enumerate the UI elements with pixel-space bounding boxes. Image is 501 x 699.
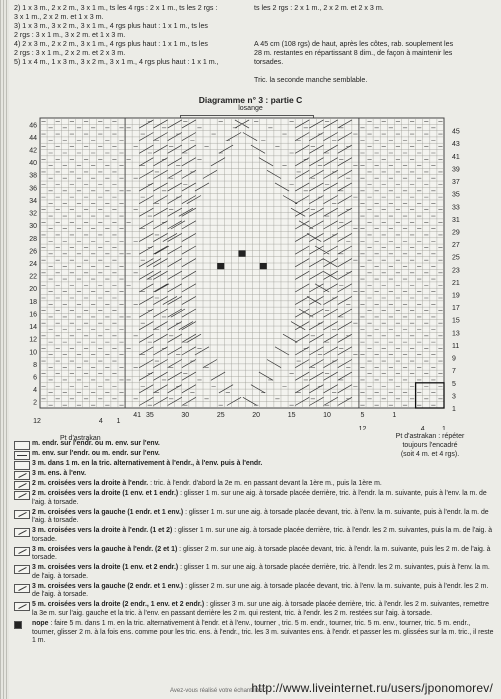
text-line: Tric. la seconde manche semblable.	[254, 76, 368, 84]
row-label-right: 33	[452, 204, 460, 212]
text-line: 2 rgs : 3 x 1 m., 3 x 2 m. et 1 x 3 m.	[14, 31, 126, 39]
legend-term: 3 m. ens. à l'env.	[32, 469, 86, 477]
row-label-left: 34	[29, 197, 37, 205]
legend-symbol-icon	[14, 528, 30, 537]
legend-term: 3 m. croisées vers la gauche (2 endr. et 1 env.)	[32, 582, 184, 590]
text-line: 4) 2 x 3 m., 2 x 2 m., 3 x 1 m., 4 rgs plus haut : 1 x 1 m., ts les	[14, 40, 208, 48]
row-label-right: 45	[452, 128, 460, 136]
row-label-left: 36	[29, 185, 37, 193]
note-line: toujours l'encadré	[402, 442, 458, 449]
row-label-right: 3	[452, 393, 456, 401]
legend-item	[14, 509, 494, 526]
footer-text: Avez-vous réalisé votre échantillon ?	[170, 688, 268, 694]
legend-symbol-icon	[14, 471, 30, 480]
col-label-main: 20	[252, 412, 261, 419]
legend-item	[14, 480, 494, 489]
text-line: 3) 1 x 3 m., 3 x 2 m., 3 x 1 m., 4 rgs plus haut : 1 x 1 m., ts les	[14, 22, 208, 30]
legend-description: : tric. à l'endr. d'abord la 2e m. en passant devant la 1ère m., puis la 1ère m.	[148, 479, 382, 487]
legend-term: 5 m. croisées vers la droite (2 endr., 1 env. et 2 endr.)	[32, 601, 205, 609]
diagram-subtitle: losange	[238, 105, 263, 112]
col-label-main: 1	[392, 412, 397, 419]
row-label-right: 13	[452, 330, 460, 338]
legend-term: m. endr. sur l'endr. ou m. env. sur l'env.	[32, 440, 160, 447]
legend-symbol-icon	[14, 621, 22, 629]
legend-description: : faire 5 m. dans 1 m. en la tric. alternativement à l'endr. et à l'env., tourner , tric. 5 m. endr., tourner, tric. 5 m. env., tourner, tric. 5 m. endr., tourner, glisser 2 m. à la fois ens. comme pour les tric. ens. à l'endr., tric. les 3 m. suivantes ens. à l'endr. et passer les m. glissées sur la m. tric., il reste 1 m.	[32, 619, 494, 645]
col-label-left: 1	[116, 418, 121, 425]
legend-symbol-icon	[14, 451, 30, 460]
legend-symbol-icon	[14, 565, 30, 574]
row-label-left: 30	[29, 223, 37, 231]
legend-item	[14, 460, 494, 469]
col-label-main: 35	[145, 412, 154, 419]
legend-symbol-icon	[14, 602, 30, 611]
legend-term: m. env. sur l'endr. ou m. endr. sur l'env.	[32, 449, 160, 457]
row-label-left: 20	[29, 286, 37, 294]
legend-symbol-icon	[14, 491, 30, 500]
row-label-left: 8	[33, 361, 37, 369]
row-label-left: 28	[29, 235, 37, 243]
legend-symbol-icon	[14, 547, 30, 556]
row-label-right: 41	[452, 153, 460, 161]
legend-term: 2 m. croisées vers la gauche (1 endr. et 1 env.)	[32, 508, 184, 516]
row-label-left: 16	[29, 311, 37, 319]
legend-item	[14, 546, 494, 563]
row-label-right: 27	[452, 242, 460, 250]
row-label-left: 2	[33, 399, 37, 407]
legend-item	[14, 564, 494, 581]
legend-term: 3 m. croisées vers la droite (1 env. et 2 endr.)	[32, 564, 179, 572]
row-label-left: 18	[29, 298, 37, 306]
legend-term: 2 m. croisées vers la droite (1 env. et 1 endr.)	[32, 489, 179, 497]
row-label-right: 7	[452, 368, 456, 376]
row-label-left: 26	[29, 248, 37, 256]
legend-item	[14, 601, 494, 618]
legend-item	[14, 470, 494, 479]
legend-term: 2 m. croisées vers la droite à l'endr.	[32, 479, 149, 487]
nope-dot	[260, 263, 267, 269]
row-label-right: 37	[452, 179, 460, 187]
row-label-left: 46	[29, 122, 37, 130]
legend-term: 3 m. dans 1 m. en la tric. alternativement à l'endr., à l'env. puis à l'endr.	[32, 459, 263, 467]
text-line: 28 m. restantes en répartissant 8 dim., de façon à maintenir les	[254, 49, 453, 57]
row-label-left: 22	[29, 273, 37, 281]
note-line: (soit 4 m. et 4 rgs).	[400, 451, 460, 458]
row-label-right: 21	[452, 279, 460, 287]
legend-symbol-icon	[14, 481, 30, 490]
astrakan-note-left: Pt d'astrakan	[60, 435, 101, 442]
legend-description: : glisser 2 m. sur une aig. à torsade placée devant, tric. à l'env. la m. suivante, puis à l'endr. les 2 m. de l'aig. à torsade.	[32, 582, 489, 599]
legend-description: : glisser 1 m. sur une aig. à torsade placée derrière, tric. à l'endr. les 2 m. suivantes, puis la m. de l'aig. à torsade.	[32, 527, 493, 543]
text-line: ts les 2 rgs : 2 x 1 m., 2 x 2 m. et 2 x 3 m.	[254, 4, 384, 12]
row-label-right: 9	[452, 355, 456, 363]
row-label-left: 14	[29, 324, 37, 332]
row-label-left: 6	[33, 374, 37, 382]
legend-item	[14, 527, 494, 544]
text-line: 5) 1 x 4 m., 1 x 3 m., 3 x 2 m., 3 x 1 m., 4 rgs plus haut : 1 x 1 m.,	[14, 58, 219, 66]
watermark-url: http://www.liveinternet.ru/users/jponomorev/	[251, 681, 493, 695]
text-line: A 45 cm (108 rgs) de haut, après les côtes, rab. souplement les	[254, 40, 454, 48]
row-label-left: 10	[29, 349, 37, 357]
note-line: Pt d'astrakan : répéter	[395, 433, 465, 440]
legend-description: : glisser 1 m. sur une aig. à torsade placée derrière, tric. à l'endr. les 2 m. suivantes, puis à l'env. la m. de l'aig. à torsade.	[32, 564, 490, 580]
row-label-left: 42	[29, 147, 37, 155]
col-label-right: 1	[442, 426, 446, 430]
legend-symbol-icon	[14, 441, 30, 450]
row-label-left: 4	[33, 387, 37, 395]
row-label-left: 12	[29, 336, 37, 344]
legend-item	[14, 440, 494, 449]
nope-dot	[239, 250, 246, 256]
row-label-left: 24	[29, 261, 37, 268]
row-label-right: 11	[452, 342, 460, 350]
legend-symbol-icon	[14, 461, 30, 470]
col-label-main: 5	[360, 412, 365, 419]
text-line: 3 x 1 m., 2 x 2 m. et 1 x 3 m.	[14, 13, 104, 21]
nope-dot	[217, 263, 224, 269]
row-label-left: 44	[29, 134, 37, 142]
legend-symbol-icon	[14, 584, 30, 593]
col-label-main: 41	[133, 412, 142, 419]
col-label-left: 12	[33, 418, 41, 425]
col-label-main: 15	[287, 412, 296, 419]
text-line: 2) 1 x 3 m., 2 x 2 m., 3 x 1 m., ts les 4 rgs : 2 x 1 m., ts les 2 rgs :	[14, 4, 218, 12]
col-label-main: 25	[216, 412, 225, 419]
legend-term: 3 m. croisées vers la droite à l'endr. (1 et 2)	[32, 527, 173, 535]
row-label-right: 23	[452, 267, 460, 275]
row-label-left: 32	[29, 210, 37, 218]
row-label-right: 1	[452, 406, 456, 413]
stitch-legend	[14, 440, 494, 647]
legend-term: nope	[32, 619, 49, 627]
col-label-right: 12	[358, 426, 367, 430]
row-label-right: 39	[452, 166, 460, 174]
legend-item	[14, 620, 494, 646]
row-label-right: 5	[452, 380, 456, 388]
legend-item	[14, 583, 494, 600]
col-label-main: 10	[323, 412, 331, 419]
row-label-right: 29	[452, 229, 460, 237]
diagram-title: Diagramme n° 3 : partie C	[198, 95, 303, 105]
row-label-right: 31	[452, 216, 460, 224]
legend-description: : glisser 1 m. sur une aig. à torsade placée devant, tric. à l'env. la m. suivante, puis à l'endr. la m. de l'aig. à torsade.	[32, 508, 489, 525]
legend-description: : glisser 1 m. sur une aig. à torsade placée derrière, tric. à l'endr. la m. suivante, puis à l'env. la m. de l'aig. à torsade.	[32, 489, 487, 506]
row-label-right: 35	[452, 191, 460, 199]
legend-term: 3 m. croisées vers la gauche à l'endr. (2 et 1)	[32, 545, 178, 553]
row-label-left: 38	[29, 172, 37, 180]
legend-description: : glisser 3 m. sur une aig. à torsade placée derrière, tric. à l'endr. les 2 m. suivantes, remettre la 3e m. sur l'aig. gauche et la tric. à l'env. en passant derrière les 2 m. qui restent, tric. à l'endr. les 2 m. restées sur l'aig. à torsade.	[32, 601, 489, 617]
row-label-right: 43	[452, 141, 460, 149]
row-label-right: 17	[452, 305, 460, 313]
text-line: 2 rgs : 3 x 1 m., 2 x 2 m. et 2 x 3 m.	[14, 49, 126, 57]
text-line: torsades.	[254, 58, 284, 66]
col-label-left: 4	[98, 418, 103, 425]
row-label-right: 15	[452, 317, 460, 325]
row-label-right: 25	[452, 254, 460, 262]
legend-description: : glisser 2 m. sur une aig. à torsade placée devant, tric. à l'endr. la m. suivante, puis les 2 m. de l'aig. à torsade.	[32, 545, 491, 562]
legend-item	[14, 490, 494, 507]
row-label-left: 40	[29, 160, 37, 168]
col-label-main: 30	[181, 412, 190, 419]
legend-item	[14, 450, 494, 459]
legend-symbol-icon	[14, 510, 30, 519]
row-label-right: 19	[452, 292, 460, 300]
col-label-right: 4	[420, 426, 425, 430]
